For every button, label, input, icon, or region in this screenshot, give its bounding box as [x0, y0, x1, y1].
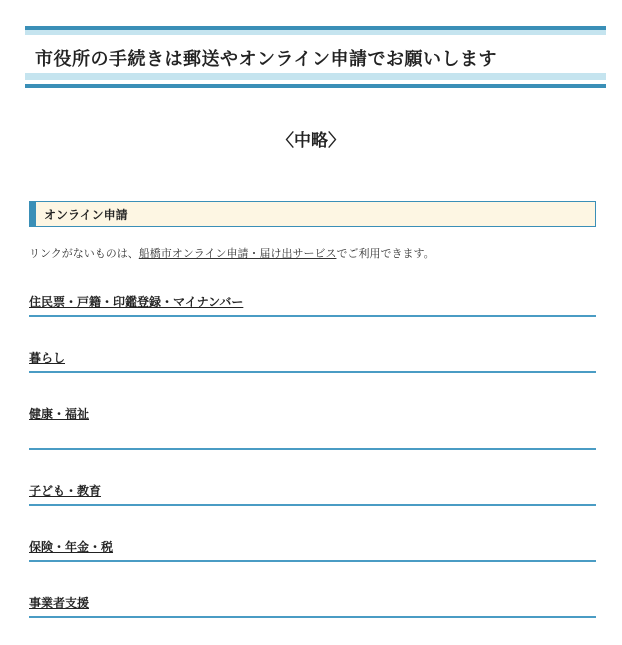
category-item — [29, 293, 596, 310]
category-link-resident[interactable]: 住民票・戸籍・印鑑登録・マイナンバー — [29, 295, 244, 309]
section-accent-bar — [30, 202, 36, 226]
banner-top-light-bar — [25, 30, 606, 35]
category-link-insurance[interactable]: 保険・年金・税 — [29, 540, 114, 554]
online-note — [29, 245, 435, 261]
section-heading-online — [29, 201, 596, 227]
category-divider — [29, 616, 596, 618]
notice-banner — [25, 26, 606, 88]
omission-marker: 〈中略〉 — [277, 131, 345, 151]
banner-bottom-light-bar — [25, 73, 606, 80]
banner-title: 市役所の手続きは郵送やオンライン申請でお願いします — [35, 49, 497, 70]
category-divider — [29, 504, 596, 506]
category-item — [29, 538, 596, 555]
online-service-link[interactable]: 船橋市オンライン申請・届け出サービス — [138, 247, 337, 260]
category-divider — [29, 448, 596, 450]
note-suffix: でご利用できます。 — [336, 247, 435, 260]
section-title: オンライン申請 — [44, 208, 128, 222]
category-link-living[interactable]: 暮らし — [29, 351, 66, 365]
category-link-business[interactable]: 事業者支援 — [29, 596, 90, 610]
category-item — [29, 349, 596, 366]
category-item — [29, 405, 596, 422]
banner-bottom-bar — [25, 84, 606, 88]
note-prefix: リンクがないものは、 — [29, 247, 139, 260]
category-item — [29, 594, 596, 611]
category-divider — [29, 371, 596, 373]
category-divider — [29, 315, 596, 317]
category-link-health[interactable]: 健康・福祉 — [29, 407, 90, 421]
category-link-children[interactable]: 子ども・教育 — [29, 484, 102, 498]
category-divider — [29, 560, 596, 562]
category-item — [29, 482, 596, 499]
